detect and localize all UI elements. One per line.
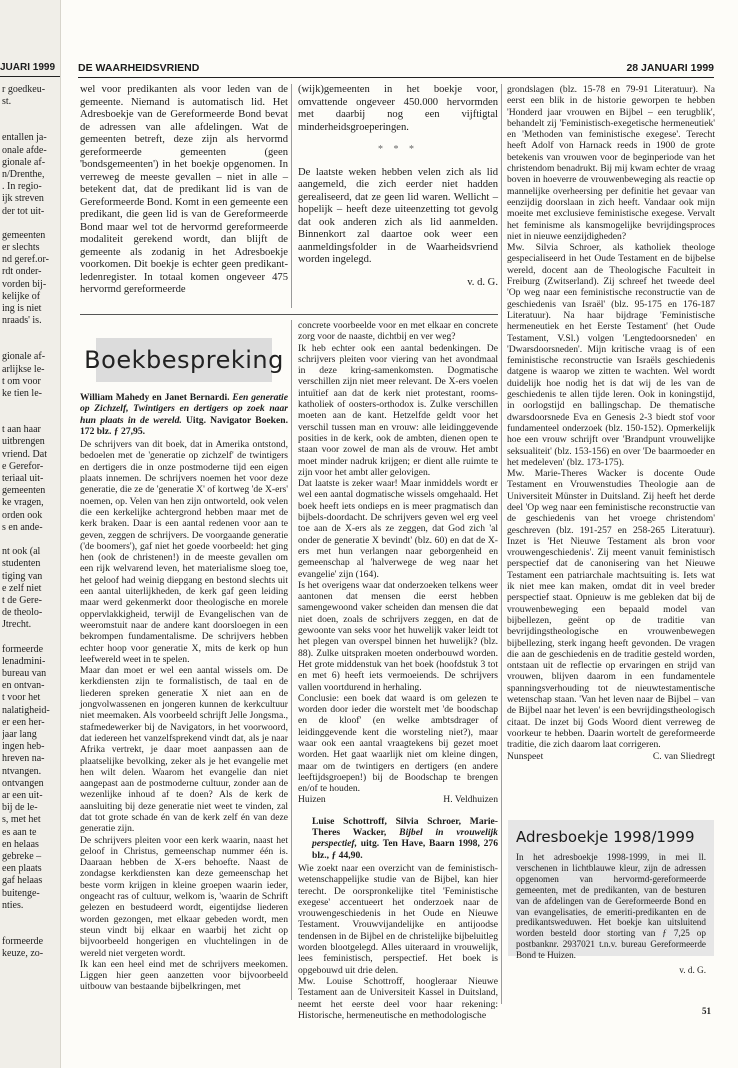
previous-page-line: gaf helaas	[2, 875, 43, 887]
previous-page-line	[2, 412, 58, 424]
issue-date: 28 JANUARI 1999	[626, 62, 714, 74]
review-1-title: Een generatie op Zichzelf, Twintigers en dertigers op zoek naar hun plaats in de wereld.	[80, 392, 288, 426]
previous-page-edge	[0, 0, 61, 1068]
previous-page-line: . In regio-	[2, 181, 42, 193]
section-stars: * * *	[378, 144, 418, 155]
publication-name: DE WAARHEIDSVRIEND	[78, 62, 200, 74]
previous-page-line: e zelf niet	[2, 582, 42, 594]
previous-page-line: jaar lang	[2, 728, 37, 740]
section-rule	[80, 314, 498, 315]
review-2-authors: Luise Schottroff, Silvia Schroer, Marie-Theres Wacker,	[312, 815, 498, 839]
review-paragraph: grondslagen (blz. 15-78 en 79-91 Literatuur). Na eerst een blik in de historie geworpen te hebben 'Honderd jaar vrouwen en Bijbel – een terugblik', behandelt zij 'Feministisch-exegetische hermeneutiek' en 'Methoden van feministische exegese'. Terecht heeft Adolf von Harnack reeds in 1900 de grote betekenis van vrouwen voor de beginperiode van het christendom benadrukt. Bij mij kwam echter de vraag boven in hoeverre de vrouwenbeweging als reactie op mannelijke overheersing per definitie het gevaar van eenzijdig doorslaan in zich heeft. Vandaar ook mijn moeite met exclusieve feministische exegese. Vervalt het feminisme als kansmogelijke bevrijdingsproces niet in nieuwe eenzijdigheden?	[507, 84, 715, 242]
previous-page-line: gionale af-	[2, 351, 46, 363]
adresboekje-text: In het adresboekje 1998-1999, in mei ll. verschenen in lichtblauwe kleur, zijn de adressen opgenomen van hervormd-gereformeerde gemeenten, met de predikanten, van de besturen van de afdelingen van de Gereformeerde Bond en van evangelisaties, de emeriti-predikanten en de predikantsweduwen. Het boekje kan uitsluitend worden besteld door storting van ƒ 7,25 op postbanknr. 2937021 t.n.v. bureau Gereformeerde Bond te Huizen.	[516, 852, 706, 961]
review-paragraph: Mw. Louise Schottroff, hoogleraar Nieuwe Testament aan de Universiteit Kassel in Duitsland, neemt het eerste deel voor haar rekening: Historische, hermeneutische en methodologische	[298, 975, 498, 1021]
page-header	[78, 62, 714, 76]
review-paragraph: Ik heb echter ook een aantal bedenkingen. De schrijvers pleiten voor viering van het avondmaal in deze kring-samenkomsten. Dogmatische verschillen zijn niet meer relevant. De X-ers voelen intuïtief aan dat de kerk niet protestant, rooms-katholiek of oosters-orthodox is. Zulke verschillen moeten aan de kant. Hetzelfde geldt voor het verschil tussen man en vrouw: alle leidinggevende posities in de kerk, ook de ambten, dienen open te staan voor zowel de man als de vrouw. Het ambt moet minder nadruk krijgen; er dient alle ruimte te zijn voor het ambt aller gelovigen.	[298, 342, 498, 478]
review-paragraph: Mw. Marie-Theres Wacker is docente Oude Testament en Vrouwenstudies Theologie aan de Universiteit Münster in Duitsland. Zij heeft het derde deel 'Op weg naar een feministische reconstructie van de geschiedenis van het vroege christendom' geschreven (blz. 191-257 en 258-265 Literatuur). Inzet is 'Het Nieuwe Testament als bron voor vrouwengeschiedenis'. Zij meent vanuit feministisch perspectief dat de canonisering van het Nieuwe Testament een patriarchale machtsuiting is. Iets wat ik niet mee kan maken, omdat dit in veel breder perspectief staat. Opnieuw is me gebleken dat bij de vrouwenbeweging een bepaald model van bijbellezen, geënt op de traditie van bevrijdingstheologische en vrouwenbewegen bijbellezing, sterk ingang heeft gevonden. De vragen die aan de geschiedenis en de traditie gesteld worden, ontstaan uit de reflectie op ervaringen en strijd van vrouwen, blijven daarom in een fundamentele spanningsverhouding tot de nieuwtestamentische wetenschap staan. 'Van het leven naar de Bijbel – van de Bijbel naar het leven' is een bevrijdingstheologisch citaat. De inzet bij Gods Woord dient verreweg de voorkeur te hebben. Daarin wortelt de gereformeerde traditie, die zich daarom laat corrigeren.	[507, 468, 715, 751]
review-paragraph: Mw. Silvia Schroer, als katholiek theologe gespecialiseerd in het Oude Testament en de bijbelse wereld, docent aan de Theologische Faculteit in Freiburg (Zwitserland). Zij schreef het tweede deel 'Op weg naar een feministische reconstructie van de geschiedenis van Israël' (blz. 95-175 en 176-187 Literatuur). Na haar bijdrage 'Feministische hermeneutiek en het Eerste Testament' (het Oude Testament, V.Sl.) volgen 'Lengtedoorsneden' en 'Dwarsdoorsneden'. Mijn kritische vraag is of een feministische reconstructie van Israëls geschiedenis datgene is waarop we zitten te wachten. Wel wordt duidelijk hoe nodig het is dat wij de les van de geschiedenis te allen tijde leren. Ook in koningstijd, in oorlogstijd en ballingschap. De thematische dwarsdoorsnede Eva en Genesis 2-3 biedt stof voor fundamenteel onderzoek (blz. 150-152). Opmerkelijk hoe een vrouw schrijft over 'Brandpunt vrouwelijke seksualiteit' (blz. 153-156) en over 'De baarmoeder en het medeleven' (blz. 173-175).	[507, 242, 715, 468]
adresboekje-title: Adresboekje 1998/1999	[516, 828, 695, 846]
previous-page-line: lenadmini-	[2, 655, 46, 667]
previous-page-line: formeerde	[2, 935, 44, 947]
previous-page-text	[2, 84, 58, 960]
previous-page-rule	[0, 76, 60, 77]
article-column-1	[80, 84, 288, 297]
review-2-bibliography	[298, 816, 498, 861]
review-2-title: Bijbel in vrouwelijk perspectief,	[312, 827, 498, 850]
previous-page-line: kelijke of	[2, 290, 41, 302]
previous-page-line	[2, 534, 58, 546]
previous-page-line: en helaas	[2, 838, 39, 850]
previous-page-line: onale afde-	[2, 144, 47, 156]
review-paragraph: Is het overigens waar dat onderzoeken telkens weer aantonen dat mensen die eerst hebben samengewoond vaker scheiden dan mensen die dat niet doen, zoals de schrijvers zeggen, en dat de gewoonte van seks voor het huwelijk vaker leidt tot het plegen van overspel binnen het huwelijk? (blz. 88). Zulke uitspraken moeten onderbouwd worden. Het grote middenstuk van het boek (hoofdstuk 3 tot en met 6) heeft iets vermoeiends. De schrijvers vallen voortdurend in herhaling.	[298, 579, 498, 693]
previous-page-line: es aan te	[2, 826, 37, 838]
previous-page-line	[2, 108, 58, 120]
article-paragraph: wel voor predikanten als voor leden van de gemeente. Niemand is automatisch lid. Het Adresboekje van de Gereformeerde Bond bevat de adressen van alle afdelingen. Wat de gemeenten betreft, deze zijn als hervormd gereformeerde gemeenten (geen 'bondsgemeenten') in het boekje opgenomen. In verreweg de meeste gevallen – niet in alle – betekent dat, dat de predikant lid is van de Gereformeerde Bond. Komt in een gemeente een predikant, die geen lid is van de Gereformeerde Bond maar wel tot de hervormd gereformeerde modaliteit gerekend wordt, dan blijft de gemeente als zodanig in het Adresboekje voorkomen. Dit boekje is echter geen predikant-ledenregister. In totaal komen ongeveer 475 hervormd gereformeerde	[80, 84, 288, 295]
previous-page-line: t aan haar	[2, 424, 41, 436]
previous-page-line: bureau van	[2, 667, 47, 679]
previous-page-line: e Gerefor-	[2, 460, 44, 472]
previous-page-line	[2, 218, 58, 230]
review-paragraph: concrete voorbeelde voor en met elkaar en concrete zorg voor de naaste, dichtbij en ver weg?	[298, 320, 498, 343]
review-paragraph: Conclusie: een boek dat waard is om gelezen te worden door ieder die worstelt met 'de boodschap en de kloof' (en welke ambtsdrager of leidinggevende kent die worsteling niet?), maar waar ook een aantal vraagtekens bij gezet moet worden. Het gaat waarlijk niet om kleine dingen, maar om de twintigers en dertigers (en andere leeftijdsgroepen!) bij de Boodschap te brengen en/of te houden.	[298, 692, 498, 795]
review-1-place: Huizen	[298, 794, 326, 806]
previous-page-line	[2, 120, 58, 132]
previous-page-line: studenten	[2, 558, 41, 570]
previous-page-line: orden ook	[2, 509, 43, 521]
previous-page-line: ijk streven	[2, 193, 44, 205]
previous-page-line: keuze, zo-	[2, 948, 44, 960]
article-paragraph: De laatste weken hebben velen zich als lid aangemeld, die zich eerder niet hadden gerealiseerd, dat ze geen lid waren. Wellicht – hopelijk – heeft deze uiteenzetting tot gevolg dat ook anderen zich als lid aanmelden. Binnenkort zal daartoe ook weer een aanmeldingsfolder in de Waarheidsvriend worden ingelegd.	[298, 166, 498, 265]
review-1-signature	[298, 794, 498, 805]
review-column-2	[298, 320, 498, 1021]
previous-page-line: t de Gere-	[2, 594, 42, 606]
review-paragraph: De schrijvers pleiten voor een kerk waarin, naast het geloof in Christus, gemeenschap nummer één is. Daaraan hebben de X-ers behoefte. Naast de zondagse kerkdiensten kan deze gemeenschap het beste vorm krijgen in kleine groepen waarin ieder, ongeacht ras of cultuur, welkom is, 'waarin de Schrift gelezen en bestudeerd wordt, eigentijdse liederen worden gezongen, met elkaar gebeden wordt, men steun vindt bij elkaar en waarbij het zicht op bijvoorbeeld hongerigen en vluchtelingen in de wereld niet vergeten wordt.	[80, 834, 288, 959]
previous-page-line: ntvangen.	[2, 765, 42, 777]
review-paragraph: Ik kan een heel eind met de schrijvers meekomen. Liggen hier geen aanzetten voor bijvoorbeeld uitbouw van bestaande bijbelkringen, met	[80, 958, 288, 993]
previous-page-line: vorden bij-	[2, 278, 47, 290]
review-paragraph: Maar dan moet er wel een aantal wissels om. De kerkdiensten zijn te formalistisch, de taal en de liederen spreken generatie X niet aan en de jongvolwassenen en jongeren kunnen de kerkcultuur niet meemaken. Als voorbeeld schrijft Jelle Jongsma., stafmedewerker bij de Navigators, in het voorwoord, dat iedereen het vanzelfsprekend vindt dat, als je naar Afrika vertrekt, je daar moet aanpassen aan de plaatselijke bevolking, zeker als je het evangelie met hen wilt delen. Waarom het evangelie dan niet aangepast aan de postmoderne cultuur, zonder aan de wezenlijke inhoud af te doen? Als de kerk de aansluiting bij deze generatie niet weet te vinden, zal dat tot grote schade én van de kerk zelf én van deze generatie zijn.	[80, 665, 288, 835]
column-separator	[291, 84, 292, 308]
previous-page-line: gionale af-	[2, 156, 46, 168]
previous-page-line	[2, 912, 58, 924]
review-paragraph: Dat laatste is zeker waar! Maar inmiddels wordt er wel een aantal dogmatische wissels omgehaald. Het boek heeft iets ondieps en is meer pragmatisch dan bijbels-doordacht. De schrijvers geven wel erg veel toe aan de X-ers als ze zeggen, dat God zich 'al onder de generatie X bevindt' (blz. 60) en dat de X-ers met hun verlangen naar geborgenheid en gemeenschap al 'halverwege de weg naar het evangelie' zijn (164).	[298, 478, 498, 580]
section-title: Boekbespreking	[84, 346, 284, 374]
review-2-place: Nunspeet	[507, 750, 544, 762]
review-1-reviewer: H. Veldhuizen	[443, 794, 498, 806]
adresboekje-box	[508, 820, 714, 976]
previous-page-line: st.	[2, 96, 12, 108]
adresboekje-initials: v. d. G.	[679, 965, 706, 976]
review-column-3	[507, 84, 715, 762]
previous-page-line: Jtrecht.	[2, 619, 32, 631]
header-rule	[78, 77, 714, 78]
previous-page-line: gebreke –	[2, 850, 42, 862]
review-paragraph: Wie zoekt naar een overzicht van de feministisch-wetenschappelijke studie van de Bijbel, kan hier terecht. De oorspronkelijke titel 'Feministische exegese' accentueert het onderzoek naar de vrouwengeschiedenis in het Oude en Nieuwe Testament. Vrouwvijandelijke en antijoodse tendensen in de Bijbel en de christelijke bijbeluitleg worden blootgelegd. Alles uiteraard in vrouwelijk, lees feministisch, perspectief. Het boek is opgebouwd uit drie delen.	[298, 862, 498, 976]
previous-page-line: hreven na-	[2, 753, 45, 765]
previous-page-line: ing is niet	[2, 303, 42, 315]
previous-page-line: entallen ja-	[2, 132, 47, 144]
previous-page-line: er een her-	[2, 716, 45, 728]
previous-page-line: en ontvan-	[2, 680, 45, 692]
review-column-1	[80, 392, 288, 993]
review-1-authors: William Mahedy en Janet Bernardi.	[80, 392, 230, 403]
previous-page-line: gemeenten	[2, 229, 46, 241]
previous-page-line: buitenge-	[2, 887, 40, 899]
previous-page-line: n/Drenthe,	[2, 169, 45, 181]
section-title-box	[84, 338, 284, 382]
previous-page-line: arlijkse le-	[2, 363, 45, 375]
previous-page-line	[2, 924, 58, 936]
previous-page-line	[2, 400, 58, 412]
previous-page-line: ar een uit-	[2, 789, 43, 801]
previous-page-line: ontvangen	[2, 777, 44, 789]
previous-page-line: bij de le-	[2, 802, 38, 814]
previous-page-line: nd geref.or-	[2, 254, 49, 266]
article-signature: v. d. G.	[467, 276, 498, 288]
column-separator	[501, 84, 502, 1004]
page-number: 51	[702, 1006, 711, 1016]
previous-page-line: uitbrengen	[2, 436, 45, 448]
previous-page-line: der tot uit-	[2, 205, 45, 217]
previous-page-line: nraads' is.	[2, 315, 42, 327]
article-paragraph: (wijk)gemeenten in het boekje voor, omvattende ongeveer 450.000 hervormden met daarbij nog een vijftigtal minderheidsgroeperingen.	[298, 84, 498, 133]
previous-page-line: gemeenten	[2, 485, 46, 497]
article-column-2	[298, 84, 498, 289]
previous-page-line	[2, 327, 58, 339]
previous-page-line: nalatigheid-	[2, 704, 50, 716]
previous-page-line: een plaats	[2, 863, 42, 875]
previous-page-line: t om voor	[2, 375, 41, 387]
review-1-publisher: Uitg. Navigator Boeken. 172 blz. ƒ 27,95.	[80, 414, 289, 437]
column-separator	[291, 320, 292, 1000]
review-paragraph: De schrijvers van dit boek, dat in Amerika ontstond, bedoelen met de 'generatie op zichzelf' de twintigers en dertigers die in onze postmoderne tijd een eigen plaats innemen. De schrijvers noemen het voor deze generatie, die ze de 'generatie X' of kortweg 'de X-ers' noemen, op. Velen van hen zijn ontworteld, ook velen die een kerkelijke achtergrond hebben maar met de kerk braken. Daar is een aantal redenen voor aan te geven, zeggen de schrijvers. De voorgaande generatie ('de boomers'), gaf niet het goede voorbeeld: het ging hen (ook de christenen!) in de meeste gevallen om een rijk welvarend leven, het materialisme sloeg toe, het geloof had weinig diepgang en bestond slechts uit een aantal uiterlijkheden, de kerk gaf geen leiding maar werd gekenmerkt door theologische en morele oppervlakkigheid, terwijl de Evangelischen van de weeromstuit naar de andere kant doorsloegen in een bekrompen fundamentalisme. De schrijvers hebben echter hoop voor generatie X, mits de kerk op hun leefwereld weet in te spelen.	[80, 439, 288, 665]
previous-page-line: teriaal uit-	[2, 473, 44, 485]
previous-page-line: formeerde	[2, 643, 44, 655]
previous-page-line: vriend. Dat	[2, 448, 47, 460]
previous-page-line: er slechts	[2, 242, 40, 254]
review-2-publisher: uitg. Ten Have, Baarn 1998, 276 blz., ƒ 44,90.	[312, 838, 498, 861]
previous-page-line: s, met het	[2, 814, 41, 826]
previous-page-line: ke vragen,	[2, 497, 44, 509]
previous-page-line: t voor het	[2, 692, 41, 704]
previous-page-line	[2, 632, 58, 644]
previous-page-line: tiging van	[2, 570, 43, 582]
previous-page-line	[2, 339, 58, 351]
previous-page-line: nties.	[2, 899, 24, 911]
previous-page-line: ke tien le-	[2, 388, 42, 400]
previous-page-line: nt ook (al	[2, 546, 41, 558]
previous-page-line: s en ande-	[2, 521, 43, 533]
previous-page-header: JUARI 1999	[0, 62, 56, 73]
previous-page-line: de theolo-	[2, 607, 43, 619]
review-2-reviewer: C. van Sliedregt	[652, 750, 715, 762]
previous-page-line: ingen heb-	[2, 741, 45, 753]
review-2-signature	[507, 751, 715, 762]
review-1-bibliography	[80, 392, 288, 437]
previous-page-line: r goedkeu-	[2, 84, 46, 95]
previous-page-line: rdt onder-	[2, 266, 42, 278]
